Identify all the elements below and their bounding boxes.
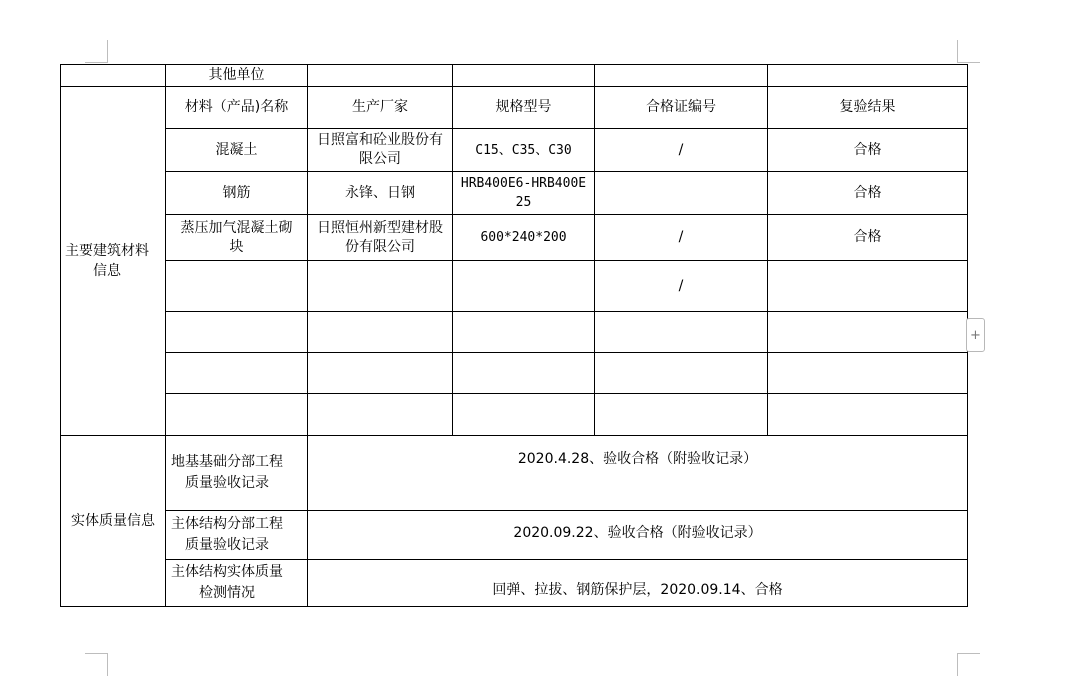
material-result: 合格 bbox=[768, 172, 968, 215]
material-cert: / bbox=[595, 215, 768, 261]
header-cert: 合格证编号 bbox=[595, 87, 768, 129]
cell-empty bbox=[768, 65, 968, 87]
materials-section-label: 主要建筑材料信息 bbox=[61, 87, 166, 436]
material-spec: 600*240*200 bbox=[453, 215, 595, 261]
corner-mark-top-right bbox=[957, 40, 980, 63]
corner-mark-top-left bbox=[85, 40, 108, 63]
corner-mark-bottom-right bbox=[957, 653, 980, 676]
cell-empty bbox=[166, 353, 308, 394]
quality-section-label: 实体质量信息 bbox=[61, 436, 166, 607]
quality-label: 主体结构分部工程质量验收记录 bbox=[166, 511, 308, 560]
material-cert: / bbox=[595, 129, 768, 172]
cell-empty bbox=[768, 353, 968, 394]
header-result: 复验结果 bbox=[768, 87, 968, 129]
row-other-unit bbox=[61, 65, 968, 87]
quality-label: 地基基础分部工程质量验收记录 bbox=[166, 436, 308, 511]
cell-empty bbox=[61, 65, 166, 87]
material-result: 合格 bbox=[768, 129, 968, 172]
header-maker: 生产厂家 bbox=[308, 87, 453, 129]
materials-header-row bbox=[61, 87, 968, 129]
material-result bbox=[768, 261, 968, 312]
cell-empty bbox=[453, 312, 595, 353]
material-maker: 日照富和砼业股份有限公司 bbox=[308, 129, 453, 172]
cell-empty bbox=[308, 312, 453, 353]
cell-empty bbox=[595, 394, 768, 436]
material-maker: 日照恒州新型建材股份有限公司 bbox=[308, 215, 453, 261]
corner-mark-bottom-left bbox=[85, 653, 108, 676]
cell-empty bbox=[453, 394, 595, 436]
material-spec: C15、C35、C30 bbox=[453, 129, 595, 172]
material-name bbox=[166, 261, 308, 312]
cell-empty bbox=[768, 312, 968, 353]
material-name: 蒸压加气混凝土砌块 bbox=[166, 215, 308, 261]
material-result: 合格 bbox=[768, 215, 968, 261]
add-row-button[interactable]: + bbox=[966, 318, 985, 352]
material-row bbox=[61, 172, 968, 215]
quality-label: 主体结构实体质量检测情况 bbox=[166, 560, 308, 607]
cell-empty bbox=[595, 312, 768, 353]
material-spec bbox=[453, 261, 595, 312]
material-name: 混凝土 bbox=[166, 129, 308, 172]
header-spec: 规格型号 bbox=[453, 87, 595, 129]
quality-value: 2020.4.28、验收合格（附验收记录） bbox=[308, 436, 968, 511]
material-name: 钢筋 bbox=[166, 172, 308, 215]
quality-value: 2020.09.22、验收合格（附验收记录） bbox=[308, 511, 968, 560]
header-name: 材料（产品)名称 bbox=[166, 87, 308, 129]
cell-empty bbox=[453, 65, 595, 87]
material-cert bbox=[595, 172, 768, 215]
other-unit-label: 其他单位 bbox=[166, 65, 308, 87]
cell-empty bbox=[595, 65, 768, 87]
quality-row bbox=[61, 511, 968, 560]
material-maker bbox=[308, 261, 453, 312]
cell-empty bbox=[308, 65, 453, 87]
cell-empty bbox=[768, 394, 968, 436]
material-row bbox=[61, 129, 968, 172]
project-info-table bbox=[60, 64, 968, 607]
cell-empty bbox=[166, 312, 308, 353]
cell-empty bbox=[453, 353, 595, 394]
material-cert: / bbox=[595, 261, 768, 312]
cell-empty bbox=[166, 394, 308, 436]
quality-row bbox=[61, 436, 968, 511]
material-spec: HRB400E6-HRB400E25 bbox=[453, 172, 595, 215]
quality-value: 回弹、拉拔、钢筋保护层，2020.09.14、合格 bbox=[308, 560, 968, 607]
material-row bbox=[61, 215, 968, 261]
material-row-empty bbox=[61, 394, 968, 436]
material-row bbox=[61, 261, 968, 312]
material-row-empty bbox=[61, 312, 968, 353]
cell-empty bbox=[595, 353, 768, 394]
material-row-empty bbox=[61, 353, 968, 394]
cell-empty bbox=[308, 394, 453, 436]
material-maker: 永锋、日钢 bbox=[308, 172, 453, 215]
cell-empty bbox=[308, 353, 453, 394]
quality-row bbox=[61, 560, 968, 607]
